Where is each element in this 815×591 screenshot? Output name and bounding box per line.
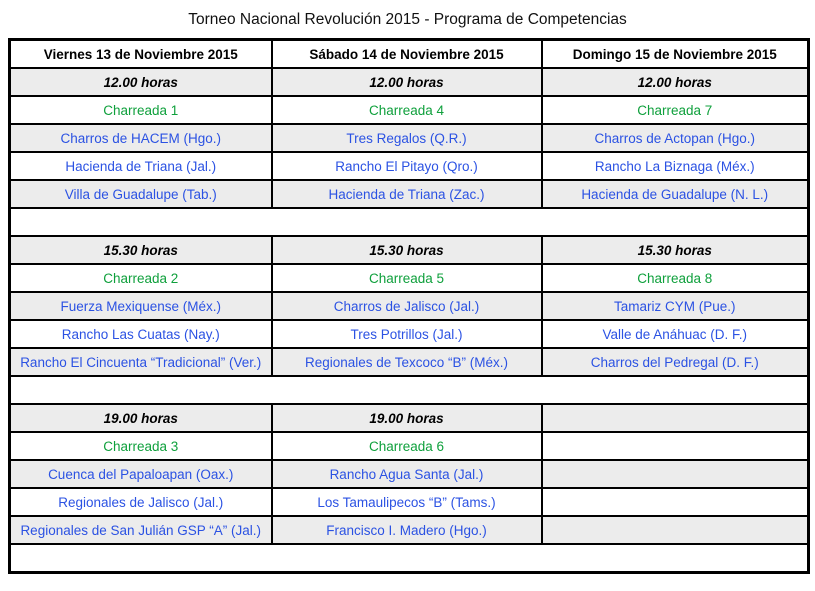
team-cell: Los Tamaulipecos “B” (Tams.)	[272, 488, 542, 516]
separator-cell	[10, 376, 809, 404]
charreada-cell	[542, 432, 809, 460]
separator-row	[10, 376, 809, 404]
time-cell: 15.30 horas	[542, 236, 809, 264]
team-cell: Tres Regalos (Q.R.)	[272, 124, 542, 152]
charreada-cell: Charreada 7	[542, 96, 809, 124]
team-row	[10, 348, 809, 376]
separator-row	[10, 208, 809, 236]
time-row	[10, 404, 809, 432]
team-cell: Tamariz CYM (Pue.)	[542, 292, 809, 320]
team-cell: Fuerza Mexiquense (Méx.)	[10, 292, 272, 320]
team-cell: Rancho El Pitayo (Qro.)	[272, 152, 542, 180]
header-cell-saturday: Sábado 14 de Noviembre 2015	[272, 40, 542, 69]
time-cell: 19.00 horas	[272, 404, 542, 432]
charreada-cell: Charreada 6	[272, 432, 542, 460]
page-title: Torneo Nacional Revolución 2015 - Programa de Competencias	[188, 11, 627, 28]
team-row	[10, 488, 809, 516]
team-cell: Regionales de Texcoco “B” (Méx.)	[272, 348, 542, 376]
time-cell: 15.30 horas	[272, 236, 542, 264]
time-cell	[542, 404, 809, 432]
team-cell: Hacienda de Triana (Zac.)	[272, 180, 542, 208]
team-cell: Villa de Guadalupe (Tab.)	[10, 180, 272, 208]
team-cell: Hacienda de Guadalupe (N. L.)	[542, 180, 809, 208]
team-cell	[542, 460, 809, 488]
team-cell: Francisco I. Madero (Hgo.)	[272, 516, 542, 544]
team-cell: Hacienda de Triana (Jal.)	[10, 152, 272, 180]
team-cell: Rancho El Cincuenta “Tradicional” (Ver.)	[10, 348, 272, 376]
team-row	[10, 292, 809, 320]
team-cell	[542, 488, 809, 516]
separator-row	[10, 544, 809, 573]
header-cell-friday: Viernes 13 de Noviembre 2015	[10, 40, 272, 69]
team-row	[10, 516, 809, 544]
charreada-row	[10, 96, 809, 124]
team-cell: Valle de Anáhuac (D. F.)	[542, 320, 809, 348]
charreada-row	[10, 432, 809, 460]
team-row	[10, 152, 809, 180]
charreada-cell: Charreada 1	[10, 96, 272, 124]
time-cell: 12.00 horas	[10, 68, 272, 96]
team-cell: Charros de HACEM (Hgo.)	[10, 124, 272, 152]
competition-schedule-table	[8, 38, 810, 574]
team-row	[10, 460, 809, 488]
team-cell: Tres Potrillos (Jal.)	[272, 320, 542, 348]
separator-cell	[10, 208, 809, 236]
charreada-cell: Charreada 5	[272, 264, 542, 292]
time-row	[10, 68, 809, 96]
team-cell: Regionales de San Julián GSP “A” (Jal.)	[10, 516, 272, 544]
time-cell: 19.00 horas	[10, 404, 272, 432]
time-cell: 12.00 horas	[542, 68, 809, 96]
team-cell: Regionales de Jalisco (Jal.)	[10, 488, 272, 516]
separator-cell	[10, 544, 809, 573]
charreada-cell: Charreada 3	[10, 432, 272, 460]
header-row	[10, 40, 809, 69]
time-row	[10, 236, 809, 264]
charreada-cell: Charreada 2	[10, 264, 272, 292]
team-cell: Charros de Actopan (Hgo.)	[542, 124, 809, 152]
team-cell: Rancho La Biznaga (Méx.)	[542, 152, 809, 180]
team-cell: Charros del Pedregal (D. F.)	[542, 348, 809, 376]
charreada-row	[10, 264, 809, 292]
team-row	[10, 124, 809, 152]
team-cell: Rancho Las Cuatas (Nay.)	[10, 320, 272, 348]
team-cell: Cuenca del Papaloapan (Oax.)	[10, 460, 272, 488]
charreada-cell: Charreada 4	[272, 96, 542, 124]
team-cell: Rancho Agua Santa (Jal.)	[272, 460, 542, 488]
time-cell: 12.00 horas	[272, 68, 542, 96]
charreada-cell: Charreada 8	[542, 264, 809, 292]
header-cell-sunday: Domingo 15 de Noviembre 2015	[542, 40, 809, 69]
team-row	[10, 180, 809, 208]
team-row	[10, 320, 809, 348]
team-cell: Charros de Jalisco (Jal.)	[272, 292, 542, 320]
team-cell	[542, 516, 809, 544]
time-cell: 15.30 horas	[10, 236, 272, 264]
